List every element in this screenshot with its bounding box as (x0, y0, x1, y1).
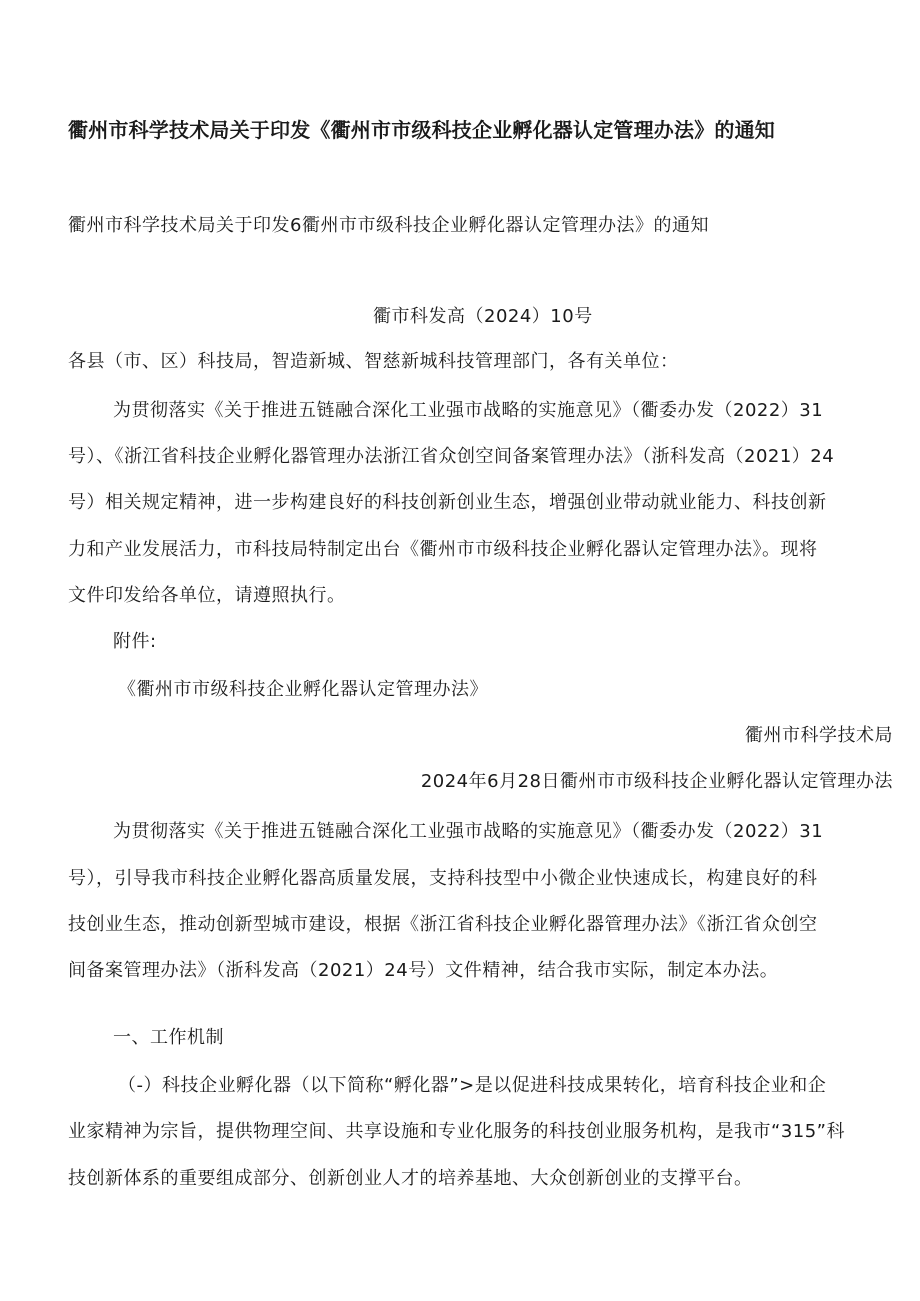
paragraph-line: 技创业生态，推动创新型城市建设，根据《浙江省科技企业孵化器管理办法》《浙江省众创空 (68, 914, 818, 935)
section-heading: 一、工作机制 (113, 1027, 224, 1048)
attachment-label: 附件: (113, 631, 157, 652)
document-number: 衢市科发高（2024）10号 (373, 306, 593, 327)
paragraph-line: 号）、《浙江省科技企业孵化器管理办法浙江省众创空间备案管理办法》（浙科发高（2021）24 (68, 446, 835, 467)
paragraph-line: 为贯彻落实《关于推进五链融合深化工业强市战略的实施意见》（衢委办发（2022）31 (113, 400, 824, 421)
paragraph-line: 力和产业发展活力，市科技局特制定出台《衢州市市级科技企业孵化器认定管理办法》。现将 (68, 539, 818, 560)
paragraph-line: 间备案管理办法》（浙科发高（2021）24号）文件精神，结合我市实际，制定本办法。 (68, 960, 779, 981)
paragraph-line: （-）科技企业孵化器（以下简称“孵化器”>是以促进科技成果转化，培育科技企业和企 (118, 1075, 827, 1096)
subtitle: 衢州市科学技术局关于印发6衢州市市级科技企业孵化器认定管理办法》的通知 (68, 215, 709, 236)
paragraph-line: 为贯彻落实《关于推进五链融合深化工业强市战略的实施意见》（衢委办发（2022）31 (113, 821, 824, 842)
page-title: 衢州市科学技术局关于印发《衢州市市级科技企业孵化器认定管理办法》的通知 (68, 118, 775, 142)
paragraph-line: 文件印发给各单位，请遵照执行。 (68, 585, 346, 606)
addressee: 各县（市、区）科技局，智造新城、智慈新城科技管理部门，各有关单位： (68, 351, 679, 372)
paragraph-line: 号）相关规定精神，进一步构建良好的科技创新创业生态，增强创业带动就业能力、科技创新 (68, 492, 827, 513)
issue-date-and-title: 2024年6月28日衢州市市级科技企业孵化器认定管理办法 (420, 771, 893, 792)
paragraph-line: 业家精神为宗旨，提供物理空间、共享设施和专业化服务的科技创业服务机构，是我市“315”科 (68, 1121, 846, 1142)
issuer-signature: 衢州市科学技术局 (745, 725, 893, 746)
paragraph-line: 号），引导我市科技企业孵化器高质量发展，支持科技型中小微企业快速成长，构建良好的科 (68, 868, 818, 889)
attachment-item: 《衢州市市级科技企业孵化器认定管理办法》 (118, 679, 488, 700)
paragraph-line: 技创新体系的重要组成部分、创新创业人才的培养基地、大众创新创业的支撑平台。 (68, 1168, 753, 1189)
